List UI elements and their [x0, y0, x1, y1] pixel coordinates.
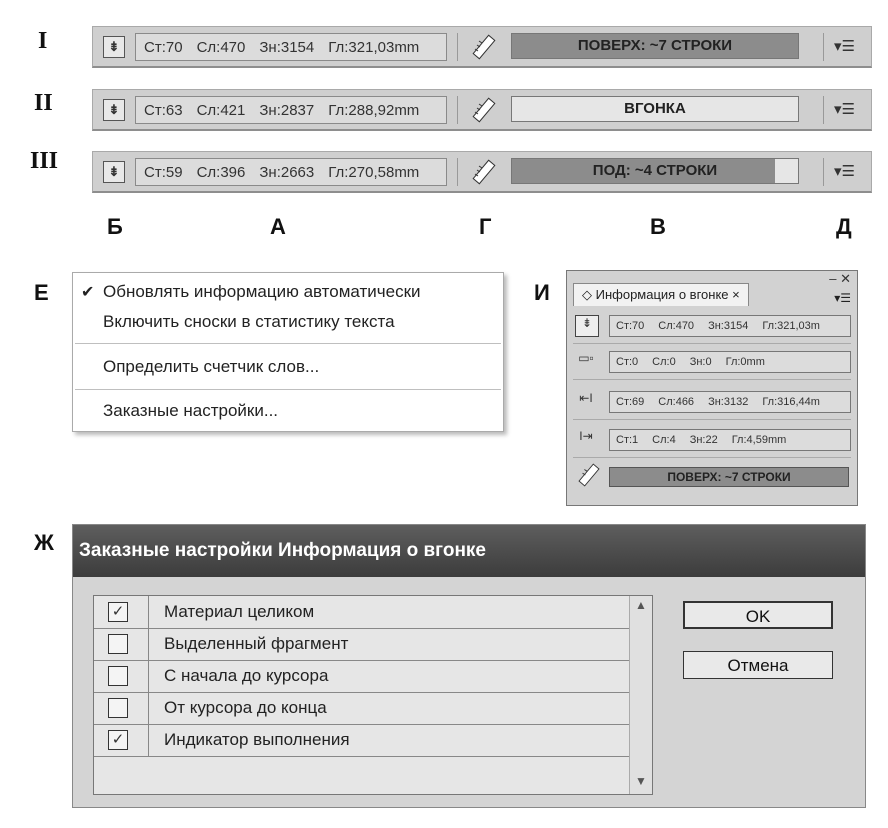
ruler-icon[interactable]	[577, 463, 601, 487]
tab-title: Информация о вгонке	[595, 287, 729, 302]
list-item[interactable]	[94, 628, 630, 661]
divider	[148, 724, 149, 756]
label-letter-zh: Ж	[34, 530, 54, 555]
stats-field	[135, 158, 447, 186]
divider	[823, 33, 824, 61]
export-icon[interactable]: ⇟	[103, 99, 125, 121]
list-item[interactable]	[94, 596, 630, 629]
lines-count: Сл:4	[652, 434, 676, 446]
option-label: С начала до курсора	[164, 666, 329, 685]
progress-indicator: ПОВЕРХ: ~7 СТРОКИ	[609, 467, 849, 487]
label-roman-1: I	[38, 28, 48, 54]
divider	[823, 96, 824, 124]
label-letter-e: Е	[34, 280, 49, 305]
depth-value: Гл:0mm	[725, 356, 765, 368]
scroll-up-icon[interactable]: ▲	[635, 598, 647, 612]
chars-count: Зн:0	[689, 356, 712, 368]
divider	[148, 596, 149, 628]
progress-label: ПОВЕРХ: ~7 СТРОКИ	[577, 37, 733, 54]
cancel-button[interactable]: Отмена	[683, 651, 833, 679]
status-bar-3	[92, 151, 872, 193]
ruler-icon[interactable]	[471, 34, 497, 60]
checkbox[interactable]	[108, 666, 128, 686]
checkmark-icon: ✔	[81, 284, 95, 301]
lines-count: Сл:466	[658, 396, 695, 408]
stats-field	[135, 33, 447, 61]
chars-count: Зн:22	[689, 434, 718, 446]
panel-menu-icon[interactable]: ▾☰	[834, 101, 855, 118]
checkbox[interactable]	[108, 698, 128, 718]
divider	[148, 692, 149, 724]
list-item[interactable]	[94, 660, 630, 693]
panel-row-total	[573, 309, 851, 344]
list-item[interactable]	[94, 724, 630, 757]
panel-menu-icon[interactable]: ▾☰	[834, 163, 855, 180]
depth-value: Гл:288,92mm	[328, 101, 420, 119]
dialog-title: Заказные настройки Информация о вгонке	[73, 525, 865, 577]
options-list	[93, 595, 653, 795]
depth-value: Гл:321,03m	[762, 320, 820, 332]
label-letter-v: В	[650, 214, 666, 239]
selection-icon: ▭▫	[578, 351, 594, 365]
menu-item-custom-settings[interactable]: Заказные настройки...	[103, 401, 279, 420]
pages-count: Ст:0	[616, 356, 639, 368]
panel-menu-icon[interactable]: ▾☰	[834, 291, 851, 305]
option-label: От курсора до конца	[164, 698, 327, 717]
checkbox[interactable]	[108, 634, 128, 654]
chars-count: Зн:3154	[708, 320, 749, 332]
export-icon: ⇟	[575, 315, 599, 337]
panel-tab[interactable]	[573, 283, 749, 306]
checkbox[interactable]: ✓	[108, 602, 128, 622]
option-label: Материал целиком	[164, 602, 315, 621]
pages-count: Ст:63	[144, 101, 183, 119]
pages-count: Ст:70	[616, 320, 645, 332]
menu-separator	[75, 389, 501, 390]
progress-label: ВГОНКА	[624, 100, 686, 117]
stats-field	[609, 315, 851, 337]
label-letter-g: Г	[479, 214, 492, 239]
menu-separator	[75, 343, 501, 344]
divider	[457, 33, 458, 61]
export-icon[interactable]: ⇟	[103, 36, 125, 58]
chars-count: Зн:2837	[259, 101, 315, 119]
tab-close-icon[interactable]: ×	[732, 287, 740, 302]
custom-settings-dialog	[72, 524, 866, 808]
pages-count: Ст:59	[144, 163, 183, 181]
tab-diamond-icon: ◇	[582, 287, 592, 302]
panel-row-from-cursor	[573, 423, 851, 458]
context-menu	[72, 272, 504, 432]
depth-value: Гл:270,58mm	[328, 163, 420, 181]
panel-window-controls[interactable]: ‒ ✕	[829, 271, 851, 286]
ruler-icon[interactable]	[471, 97, 497, 123]
menu-item-word-counter[interactable]: Определить счетчик слов...	[103, 357, 320, 376]
progress-indicator	[511, 96, 799, 122]
label-roman-2: II	[34, 90, 53, 116]
checkbox[interactable]: ✓	[108, 730, 128, 750]
lines-count: Сл:0	[652, 356, 676, 368]
status-bar-1	[92, 26, 872, 68]
pages-count: Ст:1	[616, 434, 639, 446]
scroll-down-icon[interactable]: ▼	[635, 774, 647, 788]
divider	[457, 96, 458, 124]
lines-count: Сл:396	[196, 163, 246, 181]
stats-field	[609, 429, 851, 451]
panel-row-selection	[573, 345, 851, 380]
ok-button[interactable]: OK	[683, 601, 833, 629]
depth-value: Гл:321,03mm	[328, 38, 420, 56]
scrollbar[interactable]	[629, 596, 652, 794]
progress-label: ПОД: ~4 СТРОКИ	[592, 162, 718, 179]
lines-count: Сл:470	[658, 320, 695, 332]
status-bar-2	[92, 89, 872, 131]
pages-count: Ст:69	[616, 396, 645, 408]
stats-field	[135, 96, 447, 124]
panel-menu-icon[interactable]: ▾☰	[834, 38, 855, 55]
label-letter-b: Б	[107, 214, 123, 239]
label-roman-3: III	[30, 148, 59, 174]
ruler-icon[interactable]	[471, 159, 497, 185]
option-label: Индикатор выполнения	[164, 730, 350, 749]
option-label: Выделенный фрагмент	[164, 634, 349, 653]
list-item[interactable]	[94, 692, 630, 725]
chars-count: Зн:3154	[259, 38, 315, 56]
pages-count: Ст:70	[144, 38, 183, 56]
stats-field	[609, 391, 851, 413]
panel-row-to-cursor	[573, 385, 851, 420]
label-letter-a: А	[270, 214, 286, 239]
depth-value: Гл:316,44m	[762, 396, 820, 408]
label-letter-i: И	[534, 280, 550, 305]
chars-count: Зн:3132	[708, 396, 749, 408]
label-letter-d: Д	[836, 214, 852, 239]
divider	[148, 660, 149, 692]
lines-count: Сл:421	[196, 101, 246, 119]
copyfit-info-panel	[566, 270, 858, 506]
divider	[457, 158, 458, 186]
menu-item-auto-update[interactable]: Обновлять информацию автоматически	[103, 282, 421, 301]
to-cursor-icon: ⇤I	[579, 391, 593, 405]
progress-indicator	[511, 158, 799, 184]
divider	[148, 628, 149, 660]
export-icon[interactable]: ⇟	[103, 161, 125, 183]
divider	[823, 158, 824, 186]
menu-item-include-footnotes[interactable]: Включить сноски в статистику текста	[103, 312, 395, 331]
depth-value: Гл:4,59mm	[731, 434, 787, 446]
progress-indicator	[511, 33, 799, 59]
chars-count: Зн:2663	[259, 163, 315, 181]
from-cursor-icon: I⇥	[579, 429, 593, 443]
lines-count: Сл:470	[196, 38, 246, 56]
stats-field	[609, 351, 851, 373]
